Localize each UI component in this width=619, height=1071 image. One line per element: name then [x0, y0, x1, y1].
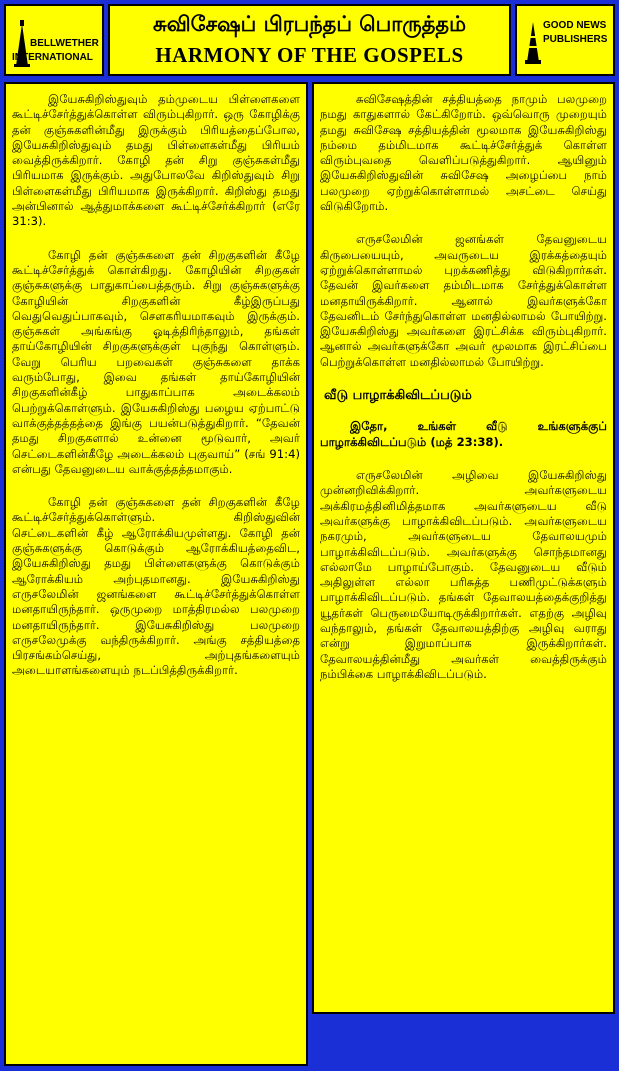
left-paragraph-2: கோழி தன் குஞ்சுகளை தன் சிறகுகளின் கீழே கூட்டிச்சேர்த்துக் கொள்கிறது. கோழியின் சிறகுகள் குஞ்சுகளுக்கு பாதுகாப்பைத்தரும். சிறு குஞ்சுகளுக்கு கோழியின் சிறகுகளின் கீழ்இருப்பது வெதுவெதுப்பாகவும், சௌகரியமாகவும் இருக்கும். குஞ்சுகள் அங்கங்கு ஓடித்திரிந்தாலும், தங்கள் தாய்கோழியின் சிறகுகளுக்குள் புகுந்து கொள்ளும். வேறு பெரிய பறவைகள் குஞ்சுகளை தாக்க வரும்போது, இவை தங்கள் தாய்கோழியின் சிறகுகளின்கீழ் பாதுகாப்பாக அடைக்கலம் பெற்றுக்கொள்ளும். இயேசுகிறிஸ்து பழைய ஏற்பாட்டு வாக்குத்தத்தத்தை இங்கு பயன்படுத்துகிறார். “தேவன் தமது சிறகுகளால் உன்னை மூடுவார், அவர் செட்டைகளின்கீழே அடைக்கலம் புகுவாய்” (சங் 91:4) என்பது தேவனுடைய வாக்குத்தத்தமாகும்.: [12, 247, 300, 476]
right-paragraph-3: எருசலேமின் அழிவை இயேசுகிறிஸ்து முன்னறிவிக்கிறார். அவர்களுடைய அக்கிரமத்தினிமித்தமாக அவர்களுடைய வீடு அவர்களுக்கு பாழாக்கிவிடப்படும். அவர்களுடைய நகரமும், அவர்களுடைய தேவாலயமும் பாழாக்கிவிடப்படும். அவர்களுக்கு சொந்தமானது எல்லாமே பாழாய்போகும். தேவனுடைய வீடும் அதிலுள்ள எல்லா பரிசுத்த பணிமுட்டுக்களும் பாழாக்கிவிடப்படும். தங்கள் தேவாலயத்தைக்குறித்து யூதர்கள் பெருமையோடிருக்கிறார்கள். எதற்கு அழிவு வந்தாலும், தங்கள் தேவாலயத்திற்கு அழிவு வராது என்று இறுமாப்பாக இருக்கிறார்கள். தேவாலயத்தின்மீது அவர்கள் வைத்திருக்கும் நம்பிக்கை பாழாக்கிவிடப்படும்.: [320, 468, 607, 681]
scripture-verse: இதோ, உங்கள் வீடு உங்களுக்குப் பாழாக்கிவிடப்படும் (மத் 23:38).: [320, 419, 607, 450]
right-paragraph-1: சுவிசேஷத்தின் சத்தியத்தை நாமும் பலமுறை நமது காதுகளால் கேட்கிறோம். ஒவ்வொரு முறையும் தமது சுவிசேஷ சத்தியத்தின் மூலமாக இயேசுகிறிஸ்து நம்மை தம்மிடமாக கூட்டிச்சேர்த்துக் கொள்ள விரும்புவதை வெளிப்படுத்துகிறார். ஆயினும் இயேசுகிறிஸ்துவின் சுவிசேஷ அழைப்பை நாம் பலமுறை ஏற்றுக்கொள்ளாமல் அசட்டை செய்து விடுகிறோம்.: [320, 92, 607, 214]
header: [4, 4, 615, 76]
left-column: [4, 82, 308, 1066]
page-title-english: HARMONY OF THE GOSPELS: [155, 43, 464, 67]
good-news-logo: [515, 4, 615, 76]
left-paragraph-1: இயேசுகிறிஸ்துவும் தம்முடைய பிள்ளைகளை கூட்டிச்சேர்த்துக்கொள்ள விரும்புகிறார். ஒரு கோழிக்கு தன் குஞ்சுகளின்மீது இருக்கும் பிரியத்தைப்போல, இயேசுகிறிஸ்துவும் தமது பிள்ளைகள்மீது பிரியம் வைத்திருக்கிறார். கோழி தன் சிறு குஞ்சுகள்மீது பிரியமாக இருக்கும். அதுபோலவே கிறிஸ்துவும் சிறு பிள்ளைகள்மீது பிரியமாக இருக்கிறார். கிறிஸ்து தமது அன்பினால் ஆத்துமாக்களை கூட்டிச்சேர்க்கிறார் (எரே 31:3).: [12, 92, 300, 229]
right-paragraph-2: எருசலேமின் ஜனங்கள் தேவனுடைய கிருபையையும், அவருடைய இரக்கத்தையும் ஏற்றுக்கொள்ளாமல் புறக்கணித்து விடுகிறார்கள். தேவன் இவர்களை தம்மிடமாக சேர்த்துக்கொள்ள மனதாயிருக்கிறார். ஆனால் இவர்களுக்கோ தேவனிடம் சேர்ந்துகொள்ள மனதில்லாமல் போயிற்று. இயேசுகிறிஸ்து அவர்களை இரட்சிக்க விரும்புகிறார். ஆனால் அவர்களுக்கோ அவர் மூலமாக இரட்சிப்பை பெற்றுக்கொள்ள மனதில்லாமல் போயிற்று.: [320, 232, 607, 369]
title-box: [108, 4, 511, 76]
left-paragraph-3: கோழி தன் குஞ்சுகளை தன் சிறகுகளின் கீழே கூட்டிச்சேர்த்துக்கொள்ளும். கிறிஸ்துவின் செட்டைகளின் கீழ் ஆரோக்கியமுள்ளது. கோழி தன் குஞ்சுகளுக்கு கொடுக்கும் ஆரோக்கியத்தைவிட, இயேசுகிறிஸ்து தமது பிள்ளைகளுக்கு கொடுக்கும் ஆரோக்கியம் அற்புதமானது. இயேசுகிறிஸ்து எருசலேமின் ஜனங்களை கூட்டிச்சேர்த்துக்கொள்ள மனதாயிருந்தார். ஒருமுறை மாத்திரமல்ல பலமுறை மனதாயிருந்தார். இயேசுகிறிஸ்து பலமுறை எருசலேமுக்கு வந்திருக்கிறார். அங்கு சத்தியத்தை பிரசங்கம்செய்து, அற்புதங்களையும் அடையாளங்களையும் நடப்பித்திருக்கிறார்.: [12, 495, 300, 678]
bellwether-logo: [4, 4, 104, 76]
bellwether-logo-line2: INTERNATIONAL: [12, 52, 93, 63]
good-news-logo-line1: GOOD NEWS: [543, 20, 607, 31]
section-heading: வீடு பாழாக்கிவிடப்படும்: [324, 388, 472, 404]
right-column: [312, 82, 615, 1014]
bellwether-logo-line1: BELLWETHER: [30, 38, 99, 49]
page-title-tamil: சுவிசேஷப் பிரபந்தப் பொருத்தம்: [153, 12, 466, 36]
good-news-logo-line2: PUBLISHERS: [543, 34, 608, 45]
